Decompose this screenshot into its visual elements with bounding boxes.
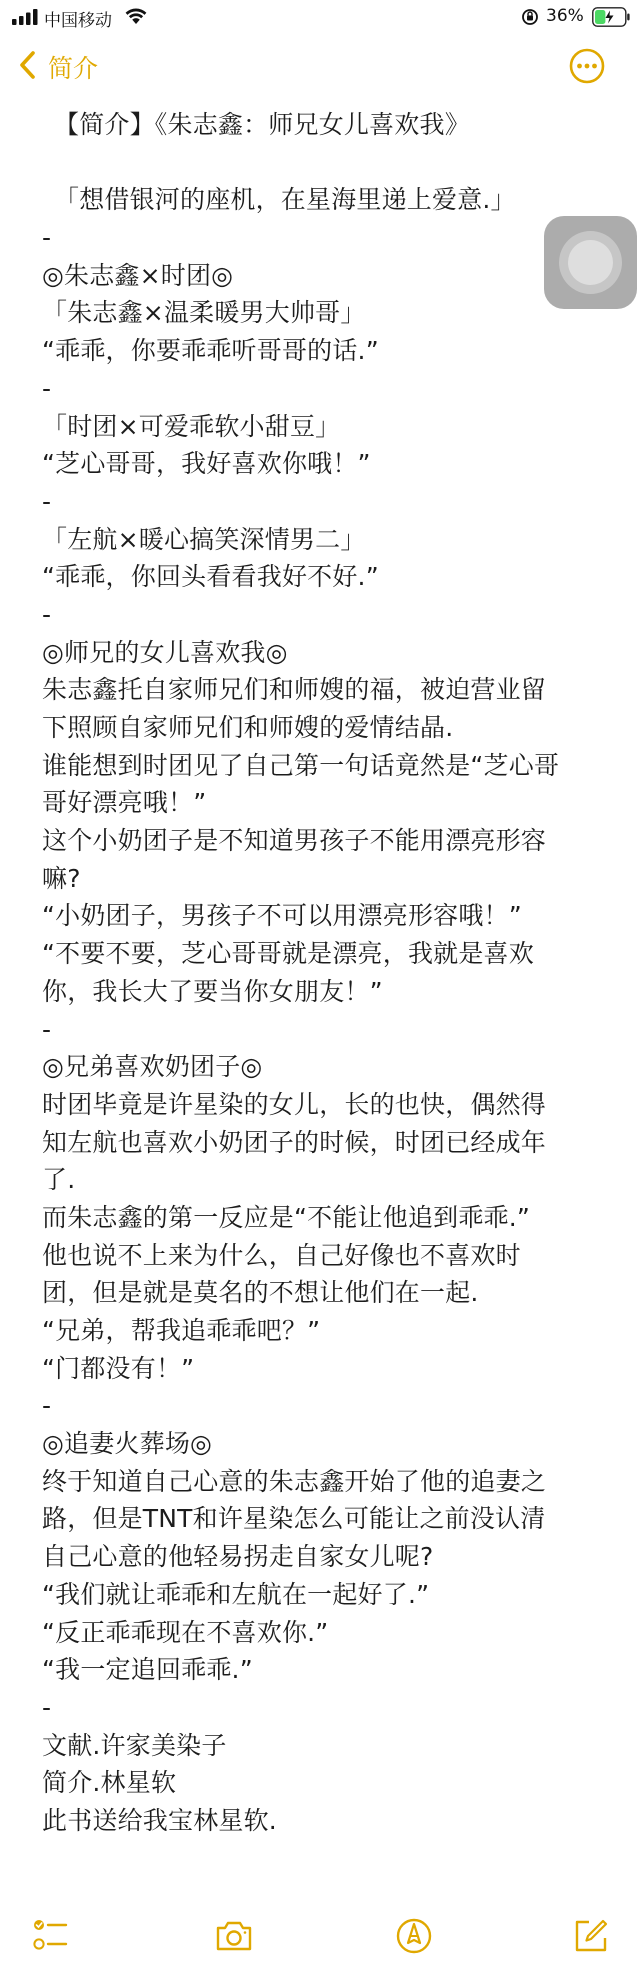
note-line: 「朱志鑫×温柔暖男大帅哥」 (42, 298, 366, 328)
note-line: “反正乖乖现在不喜欢你.” (42, 1617, 329, 1647)
checklist-icon[interactable] (32, 1916, 72, 1956)
note-line: “小奶团子，男孩子不可以用漂亮形容哦！” (42, 901, 522, 931)
note-line: “我们就让乖乖和左航在一起好了.” (42, 1579, 430, 1609)
note-line: 谁能想到时团见了自己第一句话竟然是“芝心哥 (42, 750, 560, 780)
note-line: 此书送给我宝林星软. (42, 1805, 277, 1835)
note-line: - (42, 373, 52, 403)
note-body[interactable] (42, 106, 612, 1840)
note-line: 自己心意的他轻易拐走自家女儿呢? (42, 1542, 434, 1572)
note-line: 【简介】《朱志鑫：师兄女儿喜欢我》 (54, 110, 470, 139)
note-line: “不要不要，芝心哥哥就是漂亮，我就是喜欢 (42, 939, 534, 969)
note-line: 了. (42, 1165, 76, 1195)
battery-percent: 36% (546, 6, 584, 26)
bottom-toolbar (0, 1912, 640, 1964)
note-line: - (42, 1692, 52, 1722)
note-line: - (42, 599, 52, 629)
note-line: 嘛? (42, 863, 81, 893)
carrier-name: 中国移动 (44, 11, 112, 31)
note-line: “兄弟，帮我追乖乖吧？” (42, 1316, 321, 1345)
note-line: - (42, 486, 52, 516)
note-line: - (42, 1014, 52, 1044)
note-line: 你，我长大了要当你女朋友！” (42, 976, 383, 1006)
note-line (42, 144, 612, 182)
note-line: 而朱志鑫的第一反应是“不能让他追到乖乖.” (42, 1202, 531, 1232)
note-line: ◎朱志鑫×时团◎ (42, 260, 234, 290)
camera-icon[interactable] (214, 1916, 254, 1956)
note-line: 时团毕竟是许星染的女儿，长的也快，偶然得 (42, 1089, 547, 1119)
note-line: “芝心哥哥，我好喜欢你哦！” (42, 449, 371, 479)
note-line: 简介.林星软 (42, 1768, 177, 1798)
note-line: 下照顾自家师兄们和师嫂的爱情结晶. (42, 713, 454, 742)
note-line: ◎兄弟喜欢奶团子◎ (42, 1052, 263, 1082)
note-line: ◎追妻火葬场◎ (42, 1429, 213, 1459)
note-line: 「想借银河的座机，在星海里递上爱意.」 (54, 185, 516, 215)
chevron-left-icon[interactable] (18, 50, 36, 80)
nav-bar (0, 40, 640, 92)
note-line: 终于知道自己心意的朱志鑫开始了他的追妻之 (42, 1466, 547, 1496)
note-line: - (42, 223, 52, 253)
note-line: 这个小奶团子是不知道男孩子不能用漂亮形容 (42, 826, 547, 856)
compose-icon[interactable] (571, 1916, 611, 1956)
assistive-touch-button[interactable] (544, 216, 637, 309)
note-line: 「时团×可爱乖软小甜豆」 (42, 411, 341, 441)
assistive-touch-inner-ring (568, 240, 613, 285)
note-line: 朱志鑫托自家师兄们和师嫂的福，被迫营业留 (42, 675, 547, 705)
note-line: 路，但是TNT和许星染怎么可能让之前没认清 (42, 1504, 546, 1534)
markup-icon[interactable] (394, 1916, 434, 1956)
note-line: 哥好漂亮哦！” (42, 788, 207, 818)
note-line: 知左航也喜欢小奶团子的时候，时团已经成年 (42, 1127, 547, 1157)
note-line: - (42, 1391, 52, 1421)
note-line: ◎师兄的女儿喜欢我◎ (42, 637, 288, 667)
back-button[interactable]: 简介 (48, 54, 99, 83)
note-line: “门都没有！” (42, 1353, 195, 1383)
note-line: 文献.许家美染子 (42, 1730, 227, 1760)
battery-icon (592, 7, 630, 27)
status-bar (0, 0, 640, 36)
more-options-icon[interactable] (569, 48, 605, 84)
note-line: 「左航×暖心搞笑深情男二」 (42, 524, 366, 554)
wifi-icon (124, 7, 148, 25)
orientation-lock-icon (521, 8, 539, 26)
note-line: 他也说不上来为什么，自己好像也不喜欢时 (42, 1240, 521, 1270)
note-line: “乖乖，你回头看看我好不好.” (42, 562, 379, 592)
note-line: “我一定追回乖乖.” (42, 1655, 253, 1685)
note-line: “乖乖，你要乖乖听哥哥的话.” (42, 336, 379, 366)
note-line: 团，但是就是莫名的不想让他们在一起. (42, 1278, 479, 1308)
cellular-signal-icon (12, 9, 38, 25)
